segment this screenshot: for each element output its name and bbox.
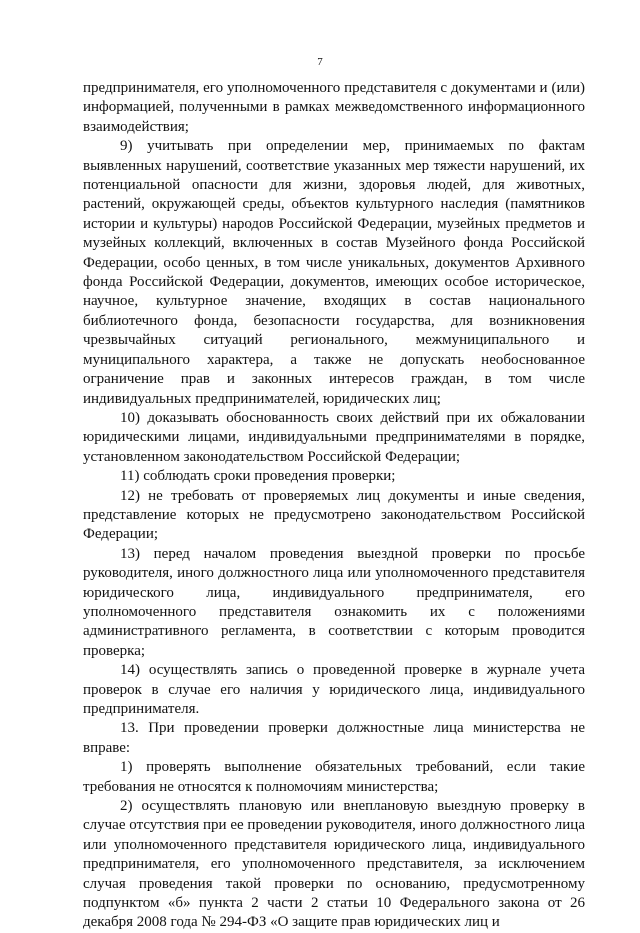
page-number: 7: [317, 56, 323, 68]
paragraph-item-14: 14) осуществлять запись о проведенной проверке в журнале учета проверок в случае его наличия у юридического лица, индивидуального предпринимателя.: [83, 662, 585, 717]
paragraph-item-12: 12) не требовать от проверяемых лиц документы и иные сведения, представление которых не предусмотрено законодательством Российской Федерации;: [83, 487, 585, 543]
document-body: [83, 79, 585, 933]
section-13-heading: 13. При проведении проверки должностные лица министерства не вправе:: [83, 720, 585, 756]
paragraph-item-13: 13) перед началом проведения выездной проверки по просьбе руководителя, иного должностного лица или уполномоченного представителя юридического лица, индивидуального предпринимателя, его уполномоченного представителя ознакомить их с положениями административного регламента, в соответствии с которым проводится проверка;: [83, 545, 585, 659]
paragraph-continuation: предпринимателя, его уполномоченного представителя с документами и (или) информацией, полученными в рамках межведомственного информационного взаимодействия;: [83, 80, 585, 135]
paragraph-prohibition-1: 1) проверять выполнение обязательных требований, если такие требования не относятся к полномочиям министерства;: [83, 759, 585, 795]
paragraph-item-10: 10) доказывать обоснованность своих действий при их обжаловании юридическими лицами, индивидуальными предпринимателями в порядке, установленном законодательством Российской Федерации;: [83, 409, 585, 465]
paragraph-item-9: 9) учитывать при определении мер, принимаемых по фактам выявленных нарушений, соответствие указанных мер тяжести нарушений, их потенциальной опасности для жизни, здоровья людей, для животных, растений, окружающей среды, объектов культурного наследия (памятников истории и культуры) народов Российской Федерации, музейных предметов и музейных коллекций, включенных в состав Музейного фонда Российской Федерации, особо ценных, в том числе уникальных, документов Архивного фонда Российской Федерации, документов, имеющих особое историческое, научное, культурное значение, входящих в состав национального библиотечного фонда, безопасности государства, для возникновения чрезвычайных ситуаций регионального, межмуниципального и муниципального характера, а также не допускать необоснованное ограничение прав и законных интересов граждан, в том числе индивидуальных предпринимателей, юридических лиц;: [83, 138, 585, 407]
paragraph-item-11: 11) соблюдать сроки проведения проверки;: [120, 468, 396, 485]
paragraph-prohibition-2: 2) осуществлять плановую или внеплановую выездную проверку в случае отсутствия при ее проведении руководителя, иного должностного лица или уполномоченного представителя юридического лица, индивидуального предпринимателя, его уполномоченного представителя, за исключением случая проведения такой проверки по основанию, предусмотренному подпунктом «б» пункта 2 части 2 статьи 10 Федерального закона от 26 декабря 2008 года № 294-ФЗ «О защите прав юридических лиц и: [83, 798, 585, 931]
